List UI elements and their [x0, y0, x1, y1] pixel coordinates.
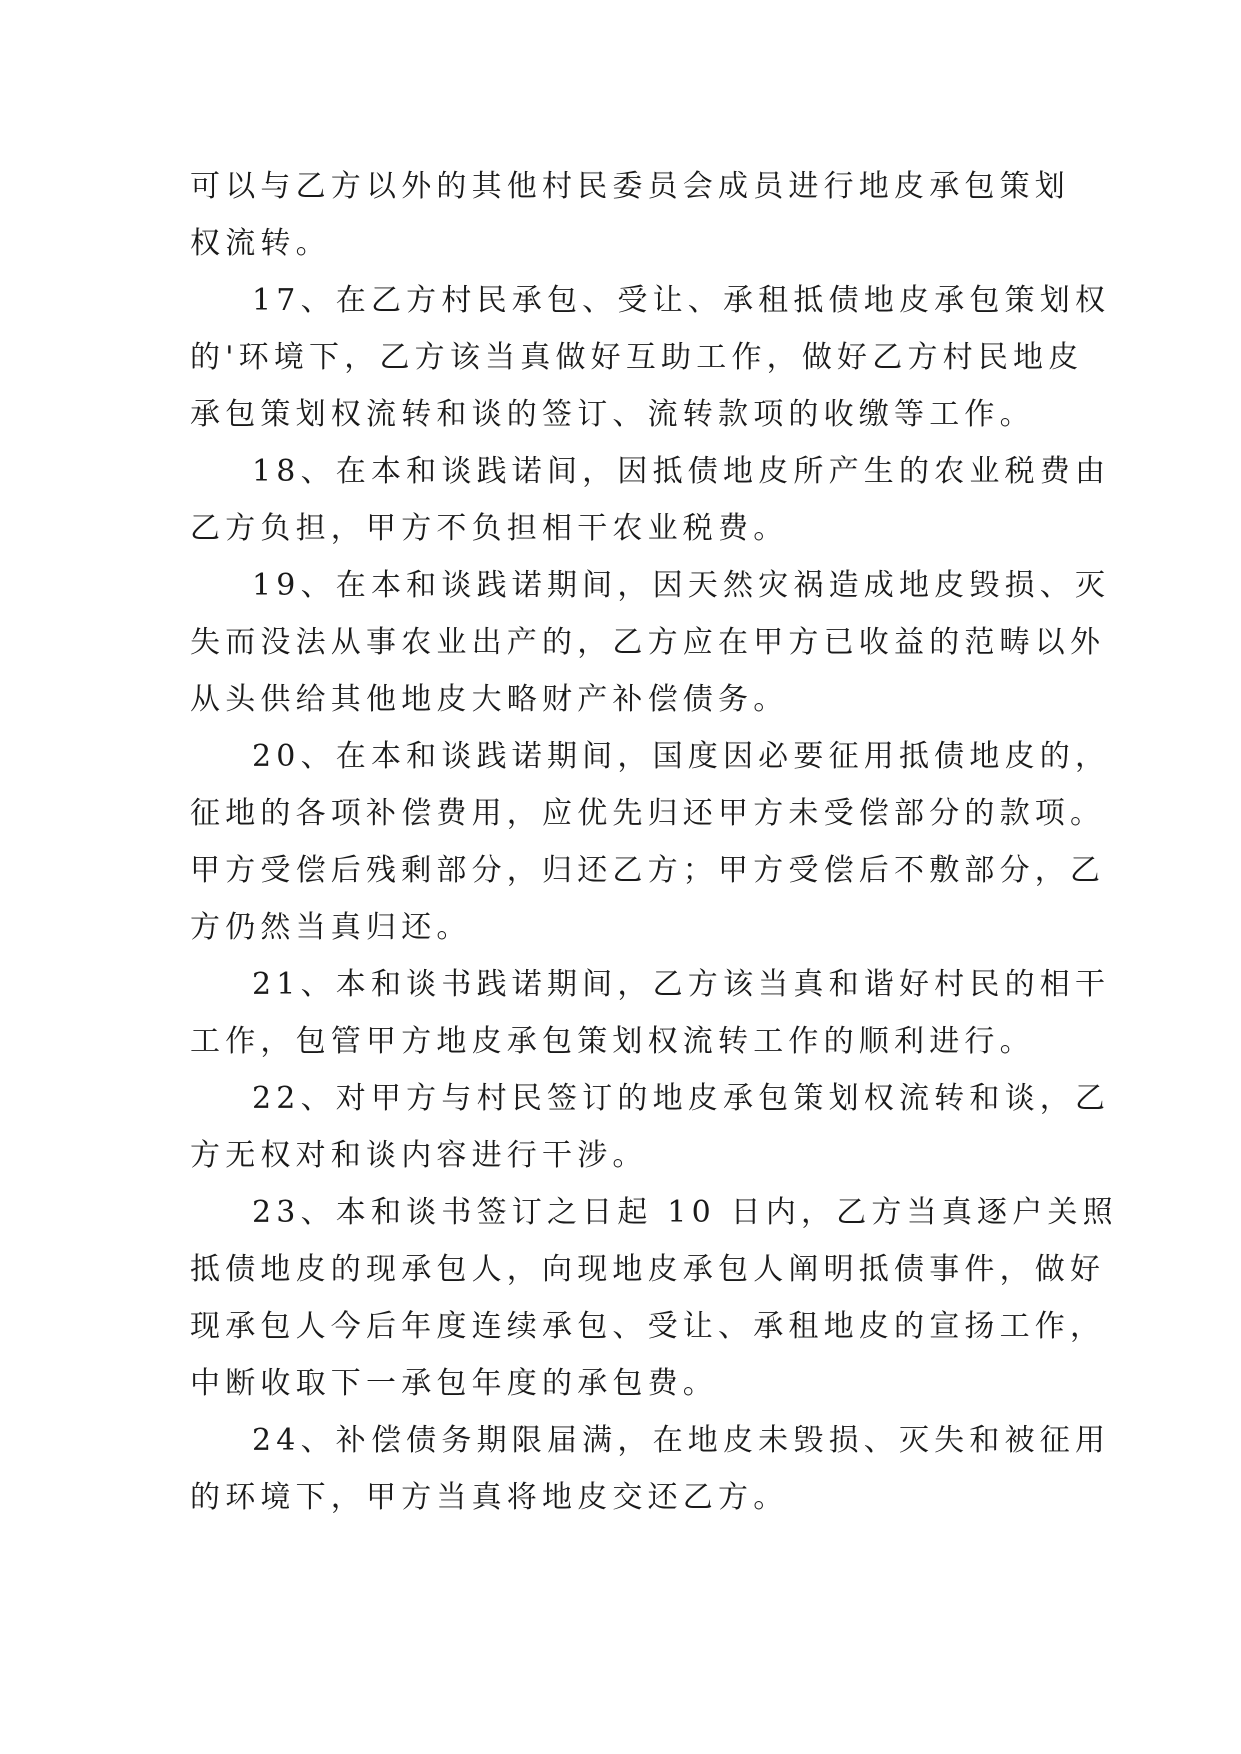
- text-line: 方仍然当真归还。: [190, 910, 472, 945]
- text-line: 抵债地皮的现承包人，向现地皮承包人阐明抵债事件，做好: [190, 1252, 1106, 1287]
- clause-19-start: 19、在本和谈践诺期间，因天然灾祸造成地皮毁损、灭: [252, 568, 1111, 603]
- text-line: 权流转。: [190, 226, 331, 261]
- text-line: 的环境下，甲方当真将地皮交还乙方。: [190, 1480, 789, 1515]
- clause-22-start: 22、对甲方与村民签订的地皮承包策划权流转和谈，乙: [252, 1081, 1111, 1116]
- text-line: 乙方负担，甲方不负担相干农业税费。: [190, 511, 789, 546]
- text-line: 的'环境下，乙方该当真做好互助工作，做好乙方村民地皮: [190, 340, 1084, 375]
- text-line: 中断收取下一承包年度的承包费。: [190, 1366, 718, 1401]
- text-line: 可以与乙方以外的其他村民委员会成员进行地皮承包策划: [190, 169, 1070, 204]
- clause-23-start: 23、本和谈书签订之日起 10 日内，乙方当真逐户关照: [252, 1195, 1118, 1230]
- text-line: 方无权对和谈内容进行干涉。: [190, 1138, 648, 1173]
- document-body: [190, 158, 1118, 1526]
- text-line: 甲方受偿后残剩部分，归还乙方；甲方受偿后不敷部分，乙: [190, 853, 1106, 888]
- text-line: 征地的各项补偿费用，应优先归还甲方未受偿部分的款项。: [190, 796, 1106, 831]
- clause-17-start: 17、在乙方村民承包、受让、承租抵债地皮承包策划权: [252, 283, 1111, 318]
- clause-18-start: 18、在本和谈践诺间，因抵债地皮所产生的农业税费由: [252, 454, 1111, 489]
- clause-20-start: 20、在本和谈践诺期间，国度因必要征用抵债地皮的，: [252, 739, 1111, 774]
- text-line: 从头供给其他地皮大略财产补偿债务。: [190, 682, 789, 717]
- text-line: 现承包人今后年度连续承包、受让、承租地皮的宣扬工作，: [190, 1309, 1106, 1344]
- clause-21-start: 21、本和谈书践诺期间，乙方该当真和谐好村民的相干: [252, 967, 1111, 1002]
- clause-24-start: 24、补偿债务期限届满，在地皮未毁损、灭失和被征用: [252, 1423, 1111, 1458]
- text-line: 失而没法从事农业出产的，乙方应在甲方已收益的范畴以外: [190, 625, 1106, 660]
- text-line: 工作，包管甲方地皮承包策划权流转工作的顺利进行。: [190, 1024, 1035, 1059]
- text-line: 承包策划权流转和谈的签订、流转款项的收缴等工作。: [190, 397, 1035, 432]
